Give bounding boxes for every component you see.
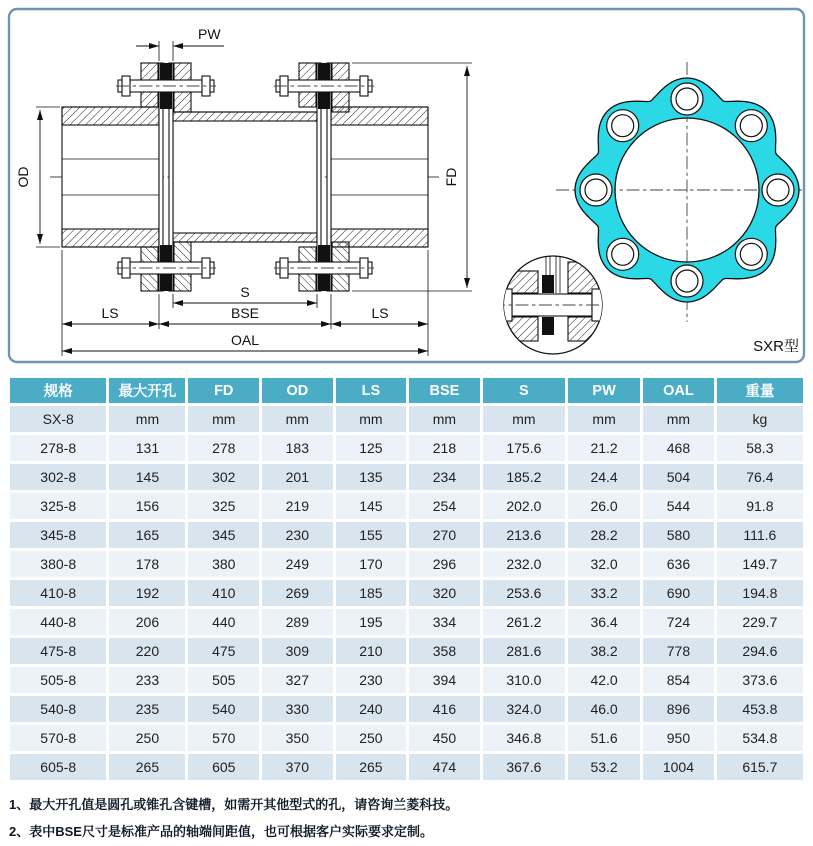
table-cell: 346.8 [483, 725, 565, 751]
table-cell: 416 [409, 696, 480, 722]
table-cell: 24.4 [568, 464, 640, 490]
table-cell: 155 [336, 522, 407, 548]
table-cell: 310.0 [483, 667, 565, 693]
table-cell: mm [643, 406, 714, 432]
table-cell: 265 [336, 754, 407, 780]
table-cell: 42.0 [568, 667, 640, 693]
bolt-hole [612, 115, 634, 137]
table-cell: 350 [262, 725, 333, 751]
table-cell: 232.0 [483, 551, 565, 577]
table-cell: 615.7 [717, 754, 803, 780]
table-cell: 185 [336, 580, 407, 606]
table-body [10, 406, 803, 780]
table-cell: 202.0 [483, 493, 565, 519]
table-cell: 38.2 [568, 638, 640, 664]
table-cell: 1004 [643, 754, 714, 780]
table-cell: mm [568, 406, 640, 432]
table-cell: mm [483, 406, 565, 432]
table-cell: kg [717, 406, 803, 432]
bolt-hole [767, 179, 789, 201]
table-cell: 278-8 [10, 435, 106, 461]
table-section [0, 372, 813, 783]
table-cell: 950 [643, 725, 714, 751]
column-header: LS [336, 378, 407, 403]
table-row [10, 696, 803, 722]
table-row [10, 493, 803, 519]
table-cell: 325-8 [10, 493, 106, 519]
bolt-hole [740, 243, 762, 265]
table-cell: 250 [109, 725, 185, 751]
table-cell: 53.2 [568, 754, 640, 780]
table-cell: 724 [643, 609, 714, 635]
right-hub [331, 107, 428, 247]
table-row [10, 435, 803, 461]
bolt-hole [585, 179, 607, 201]
table-cell: mm [262, 406, 333, 432]
table-cell: 380-8 [10, 551, 106, 577]
table-cell: 170 [336, 551, 407, 577]
table-cell: 145 [336, 493, 407, 519]
table-cell: 394 [409, 667, 480, 693]
table-cell: 410-8 [10, 580, 106, 606]
table-cell: 450 [409, 725, 480, 751]
dim-label-ls: LS [371, 305, 389, 321]
table-cell: 201 [262, 464, 333, 490]
table-cell: 453.8 [717, 696, 803, 722]
table-cell: 145 [109, 464, 185, 490]
table-cell: 854 [643, 667, 714, 693]
table-cell: 345-8 [10, 522, 106, 548]
bolt-hole [676, 88, 698, 110]
column-header: OD [262, 378, 333, 403]
table-cell: 261.2 [483, 609, 565, 635]
dim-label-s: S [240, 284, 250, 300]
column-header: PW [568, 378, 640, 403]
table-cell: 131 [109, 435, 185, 461]
table-cell: 233 [109, 667, 185, 693]
note-1: 1、最大开孔值是圆孔或锥孔含键槽，如需开其他型式的孔，请咨询兰菱科技。 [9, 797, 459, 812]
table-row [10, 638, 803, 664]
table-row [10, 725, 803, 751]
table-cell: 21.2 [568, 435, 640, 461]
table-cell: 474 [409, 754, 480, 780]
table-cell: 165 [109, 522, 185, 548]
table-cell: 440-8 [10, 609, 106, 635]
table-row [10, 551, 803, 577]
table-cell: mm [188, 406, 259, 432]
table-cell: 111.6 [717, 522, 803, 548]
units-row [10, 406, 803, 432]
table-cell: 302 [188, 464, 259, 490]
dim-label-ls: LS [101, 305, 119, 321]
table-cell: 475-8 [10, 638, 106, 664]
table-cell: 36.4 [568, 609, 640, 635]
table-cell: 175.6 [483, 435, 565, 461]
table-cell: 178 [109, 551, 185, 577]
table-cell: 410 [188, 580, 259, 606]
table-cell: 28.2 [568, 522, 640, 548]
column-header: 重量 [717, 378, 803, 403]
table-cell: 540-8 [10, 696, 106, 722]
bolt-hole [676, 270, 698, 292]
table-row [10, 580, 803, 606]
column-header: 最大开孔 [109, 378, 185, 403]
table-cell: 690 [643, 580, 714, 606]
table-cell: 195 [336, 609, 407, 635]
table-cell: 294.6 [717, 638, 803, 664]
table-cell: 220 [109, 638, 185, 664]
column-header: 规格 [10, 378, 106, 403]
table-cell: 504 [643, 464, 714, 490]
table-cell: 320 [409, 580, 480, 606]
table-cell: 192 [109, 580, 185, 606]
table-cell: 185.2 [483, 464, 565, 490]
table-row [10, 667, 803, 693]
column-header: FD [188, 378, 259, 403]
table-cell: 240 [336, 696, 407, 722]
table-cell: 636 [643, 551, 714, 577]
table-cell: 544 [643, 493, 714, 519]
footnotes [9, 791, 804, 846]
technical-drawing-panel [0, 0, 813, 372]
table-cell: 505-8 [10, 667, 106, 693]
table-cell: 367.6 [483, 754, 565, 780]
table-row [10, 754, 803, 780]
table-cell: 235 [109, 696, 185, 722]
table-cell: 156 [109, 493, 185, 519]
table-cell: 289 [262, 609, 333, 635]
column-header: S [483, 378, 565, 403]
dim-label-bse: BSE [230, 305, 260, 321]
table-cell: 334 [409, 609, 480, 635]
column-header: BSE [409, 378, 480, 403]
column-header: OAL [643, 378, 714, 403]
table-cell: 309 [262, 638, 333, 664]
table-cell: 281.6 [483, 638, 565, 664]
bolt-hole [740, 115, 762, 137]
table-cell: 135 [336, 464, 407, 490]
table-cell: 278 [188, 435, 259, 461]
table-cell: 206 [109, 609, 185, 635]
table-cell: 380 [188, 551, 259, 577]
left-hub [62, 107, 159, 247]
table-cell: 230 [336, 667, 407, 693]
table-cell: 580 [643, 522, 714, 548]
dim-label-pw: PW [198, 26, 221, 42]
table-cell: 183 [262, 435, 333, 461]
table-cell: 91.8 [717, 493, 803, 519]
table-cell: 570 [188, 725, 259, 751]
table-cell: 234 [409, 464, 480, 490]
table-cell: 213.6 [483, 522, 565, 548]
dim-label-fd: FD [443, 167, 459, 187]
table-row [10, 464, 803, 490]
note-2: 2、表中BSE尺寸是标准产品的轴端间距值，也可根据客户实际要求定制。 [9, 824, 433, 840]
table-cell: 325 [188, 493, 259, 519]
table-cell: 345 [188, 522, 259, 548]
table-cell: 33.2 [568, 580, 640, 606]
table-cell: 219 [262, 493, 333, 519]
table-cell: 249 [262, 551, 333, 577]
dim-label-od: OD [15, 166, 31, 188]
table-cell: 253.6 [483, 580, 565, 606]
table-cell: 218 [409, 435, 480, 461]
table-cell: 302-8 [10, 464, 106, 490]
table-cell: 440 [188, 609, 259, 635]
table-cell: 605 [188, 754, 259, 780]
table-cell: 76.4 [717, 464, 803, 490]
table-cell: 265 [109, 754, 185, 780]
table-cell: 210 [336, 638, 407, 664]
table-cell: 270 [409, 522, 480, 548]
table-cell: 570-8 [10, 725, 106, 751]
bolt-hole [612, 243, 634, 265]
table-cell: mm [336, 406, 407, 432]
table-cell: 46.0 [568, 696, 640, 722]
table-cell: 324.0 [483, 696, 565, 722]
table-cell: 149.7 [717, 551, 803, 577]
table-cell: 475 [188, 638, 259, 664]
table-cell: 330 [262, 696, 333, 722]
table-cell: 540 [188, 696, 259, 722]
table-cell: 229.7 [717, 609, 803, 635]
table-cell: 250 [336, 725, 407, 751]
type-label: SXR型 [753, 338, 799, 355]
table-cell: 32.0 [568, 551, 640, 577]
dim-label-oal: OAL [230, 332, 260, 348]
table-cell: 358 [409, 638, 480, 664]
table-cell: 534.8 [717, 725, 803, 751]
table-cell: 505 [188, 667, 259, 693]
table-cell: 605-8 [10, 754, 106, 780]
header-row [10, 378, 803, 403]
table-row [10, 522, 803, 548]
table-cell: 373.6 [717, 667, 803, 693]
table-cell: 269 [262, 580, 333, 606]
table-cell: 125 [336, 435, 407, 461]
table-cell: SX-8 [10, 406, 106, 432]
table-cell: mm [109, 406, 185, 432]
spec-table [7, 375, 806, 783]
table-cell: 296 [409, 551, 480, 577]
table-cell: 896 [643, 696, 714, 722]
table-cell: 51.6 [568, 725, 640, 751]
table-cell: 230 [262, 522, 333, 548]
table-cell: 370 [262, 754, 333, 780]
center-spacer [173, 112, 317, 242]
table-cell: 778 [643, 638, 714, 664]
table-cell: mm [409, 406, 480, 432]
table-cell: 468 [643, 435, 714, 461]
table-cell: 58.3 [717, 435, 803, 461]
table-cell: 194.8 [717, 580, 803, 606]
table-cell: 26.0 [568, 493, 640, 519]
table-row [10, 609, 803, 635]
table-cell: 254 [409, 493, 480, 519]
table-cell: 327 [262, 667, 333, 693]
